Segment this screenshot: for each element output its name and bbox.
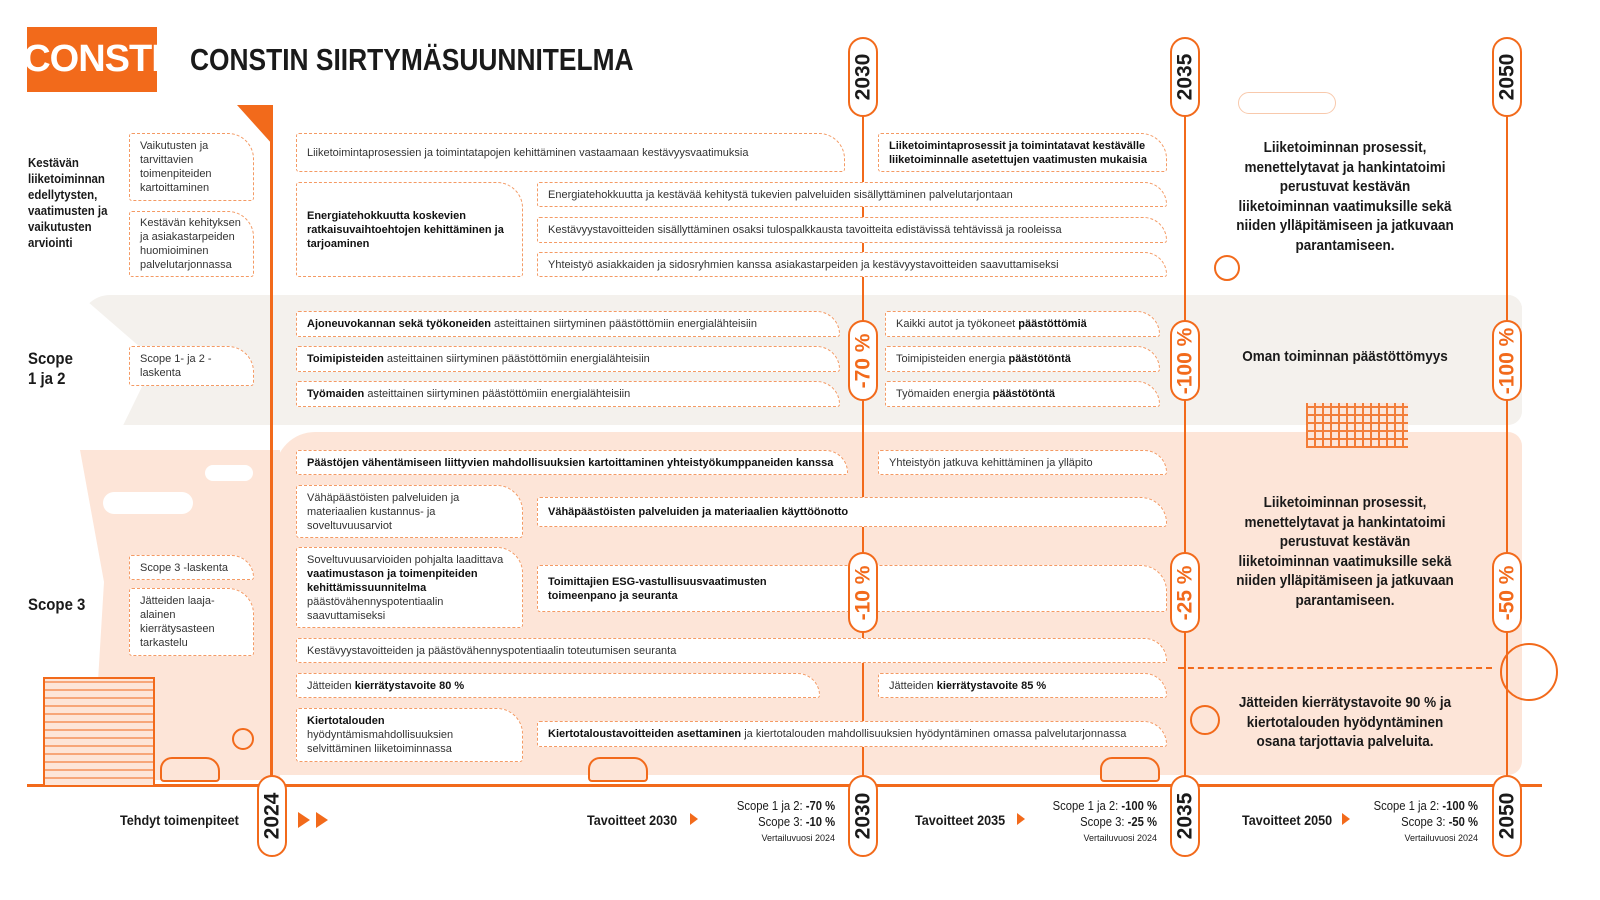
action-text <box>307 146 748 160</box>
action-text-segment: Toimittajien ESG-vastullisuusvaatimusten toimeenpano ja seuranta <box>548 575 767 602</box>
reduction-value: -100 % <box>1173 327 1197 394</box>
action-text-segment: Kestävyystavoitteiden ja päästövähennyspotentiaalin toteutumisen seuranta <box>307 644 677 657</box>
target-values <box>1053 798 1157 830</box>
action-text-segment: Jätteiden <box>889 679 937 692</box>
action-box <box>878 450 1167 475</box>
row-label-scope12: Scope 1 ja 2 <box>28 349 73 388</box>
action-text-segment: päästötöntä <box>1008 353 1071 365</box>
action-text <box>548 188 1013 202</box>
action-text-segment: päästövähennyspotentiaalin saavuttamiseksi <box>307 595 444 622</box>
target-values <box>737 798 835 830</box>
action-text <box>307 644 676 658</box>
year-pill-top-2030 <box>848 37 878 117</box>
timeline-baseline <box>27 784 1542 787</box>
action-text-segment: Vähäpäästöisten palveluiden ja materiaalien käyttöönotto <box>548 506 849 518</box>
action-text <box>548 505 848 519</box>
action-text-segment: asteittainen siirtyminen päästöttömiin energialähteisiin <box>383 353 650 365</box>
logo-text: CONSTI <box>23 38 161 80</box>
action-box <box>296 133 845 172</box>
year-label: 2030 <box>851 53 874 101</box>
action-text-segment: Jätteiden <box>307 679 355 692</box>
action-text-segment: Energiatehokkuutta koskevien ratkaisuvaihtoehtojen kehittäminen ja tarjoaminen <box>307 209 504 250</box>
action-box <box>296 381 840 407</box>
action-text <box>889 139 1156 167</box>
buildings-icon <box>43 677 155 785</box>
car-icon <box>588 757 648 782</box>
action-text <box>548 727 1126 741</box>
scope3-value: -50 % <box>1448 815 1478 829</box>
electric-car-icon <box>1100 757 1160 782</box>
reduction-value: -70 % <box>851 333 875 388</box>
year-label: 2030 <box>851 792 874 840</box>
left-action-box <box>129 588 254 656</box>
reduction-pill-2035-scope3 <box>1170 552 1200 633</box>
action-text <box>307 317 757 331</box>
scope12-value: -100 % <box>1442 799 1478 813</box>
reduction-value: -10 % <box>851 565 875 620</box>
action-text-segment: Liiketoimintaprosessit ja toimintatavat kestävälle liiketoiminnalle asetettujen vaatimusten mukaisia <box>889 139 1147 166</box>
scope12-label: Scope 1 ja 2: <box>1373 799 1443 813</box>
action-box <box>296 346 840 372</box>
reduction-pill-2030-scope12 <box>848 320 878 401</box>
action-text-segment: Energiatehokkuutta ja kestävää kehitystä tukevien palveluiden sisällyttäminen palvelutarjontaan <box>548 188 1013 201</box>
year-label: 2035 <box>1173 792 1196 840</box>
action-box <box>296 311 840 337</box>
action-text-segment: Työmaiden <box>307 388 365 400</box>
timeline-2024 <box>270 140 273 785</box>
goal-text-scope3: Liiketoiminnan prosessit, menettelytavat ja hankintatoimi perustuvat kestävän liiketoiminnan vaatimuksille sekä niiden ylläpitämiseen ja jatkuvaan parantamiseen. <box>1236 494 1454 609</box>
action-box <box>878 673 1167 698</box>
baseline-year: Vertailuvuosi 2024 <box>761 833 835 843</box>
action-text <box>307 456 833 470</box>
arrow-icon <box>298 812 310 828</box>
action-text <box>548 223 1062 237</box>
left-action-text: Scope 1- ja 2 -laskenta <box>140 353 212 379</box>
action-text-segment: vaatimustason ja toimenpiteiden kehittämissuunnitelma <box>307 567 478 594</box>
left-action-text: Vaikutusten ja tarvittavien toimenpiteiden kartoittaminen <box>140 140 212 194</box>
left-action-text: Kestävän kehityksen ja asiakastarpeiden huomioiminen palvelutarjonnassa <box>140 217 241 271</box>
action-text <box>896 317 1087 331</box>
arrow-icon <box>1342 813 1350 825</box>
action-text-segment: Soveltuvuusarvioiden pohjalta laadittava <box>307 553 504 566</box>
timeline-2035 <box>1184 115 1186 785</box>
action-text-segment: päästötöntä <box>992 388 1055 400</box>
divider <box>1178 667 1492 669</box>
action-text-segment: kierrätystavoite 85 % <box>936 679 1047 692</box>
year-label: 2050 <box>1495 792 1518 840</box>
scope3-value: -10 % <box>805 815 835 829</box>
reduction-pill-2030-scope3 <box>848 552 878 633</box>
arrow-icon <box>1017 813 1025 825</box>
action-box <box>878 133 1167 172</box>
left-action-box <box>129 133 254 201</box>
year-pill-bottom-2030 <box>848 775 878 857</box>
cloud-icon <box>205 465 253 481</box>
scope3-label: Scope 3: <box>758 815 806 829</box>
action-text <box>548 258 1059 272</box>
action-text <box>896 352 1071 366</box>
action-box <box>885 311 1160 337</box>
action-box <box>296 450 848 475</box>
reduction-value: -25 % <box>1173 565 1197 620</box>
action-box <box>296 638 1167 663</box>
solar-panel-icon <box>1306 403 1408 448</box>
action-box <box>296 182 523 277</box>
action-box <box>537 721 1167 747</box>
action-text-segment: Yhteistyön jatkuva kehittäminen ja ylläpito <box>889 456 1093 469</box>
action-box <box>296 708 523 762</box>
cloud-icon <box>103 492 193 514</box>
action-text-segment: asteittainen siirtyminen päästöttömiin energialähteisiin <box>491 318 757 330</box>
action-text-segment: ja kiertotalouden mahdollisuuksien hyödyntäminen omassa palvelutarjonnassa <box>741 728 1127 740</box>
reduction-pill-2035-scope12 <box>1170 320 1200 401</box>
goal-text-circular: Jätteiden kierrätystavoite 90 % ja kiertotalouden hyödyntäminen osana tarjottavia palveluita. <box>1238 694 1452 750</box>
scope12-label: Scope 1 ja 2: <box>1052 799 1122 813</box>
targets-label: Tavoitteet 2050 <box>1242 812 1333 828</box>
action-text <box>307 553 512 623</box>
action-text <box>889 679 1046 693</box>
baseline-year: Vertailuvuosi 2024 <box>1404 833 1478 843</box>
year-label: 2050 <box>1495 53 1518 101</box>
action-text <box>307 352 650 366</box>
row-label-assessment: Kestävän liiketoiminnan edellytysten, vaatimusten ja vaikutusten arviointi <box>28 155 108 250</box>
reduction-pill-2050-scope3 <box>1492 552 1522 633</box>
action-text <box>548 575 838 603</box>
action-box <box>296 673 820 698</box>
reduction-value: -100 % <box>1495 327 1519 394</box>
action-text-segment: Kiertotaloustavoitteiden asettaminen <box>548 728 742 740</box>
consti-logo <box>23 27 161 92</box>
left-action-text: Scope 3 -laskenta <box>140 561 229 574</box>
action-text-segment: Työmaiden energia <box>896 388 993 400</box>
sun-icon <box>1214 255 1240 281</box>
action-text <box>307 714 512 756</box>
year-pill-bottom-2024 <box>257 775 287 857</box>
targets-label: Tavoitteet 2035 <box>915 812 1006 828</box>
action-text <box>896 387 1055 401</box>
tree-icon <box>1500 643 1558 701</box>
year-label: 2035 <box>1173 53 1196 101</box>
goal-text-assessment: Liiketoiminnan prosessit, menettelytavat ja hankintatoimi perustuvat kestävän liiketoiminnan vaatimuksille sekä niiden ylläpitämiseen ja jatkuvaan parantamiseen. <box>1236 139 1454 254</box>
targets-label: Tavoitteet 2030 <box>587 812 678 828</box>
baseline-year: Vertailuvuosi 2024 <box>1083 833 1157 843</box>
tree-icon <box>1190 705 1220 735</box>
scope3-label: Scope 3: <box>1401 815 1449 829</box>
scope12-value: -70 % <box>805 799 835 813</box>
year-pill-top-2050 <box>1492 37 1522 117</box>
action-text <box>307 491 512 533</box>
page-title: CONSTIN SIIRTYMÄSUUNNITELMA <box>190 42 634 77</box>
reduction-pill-2050-scope12 <box>1492 320 1522 401</box>
action-text-segment: Liiketoimintaprosessien ja toimintatapojen kehittäminen vastaamaan kestävyysvaatimuksia <box>307 146 749 159</box>
left-action-box <box>129 555 254 580</box>
action-text <box>307 387 630 401</box>
tree-icon <box>232 728 254 750</box>
action-text <box>307 209 512 251</box>
target-values <box>1374 798 1478 830</box>
action-text-segment: asteittainen siirtyminen päästöttömiin energialähteisiin <box>364 388 631 400</box>
action-text <box>889 456 1093 470</box>
action-text-segment: päästöttömiä <box>1018 318 1087 330</box>
year-pill-bottom-2050 <box>1492 775 1522 857</box>
cloud-icon <box>1238 92 1336 114</box>
arrow-icon <box>316 812 328 828</box>
goal-text-scope12: Oman toiminnan päästöttömyys <box>1242 348 1448 365</box>
action-text-segment: Yhteistyö asiakkaiden ja sidosryhmien kanssa asiakastarpeiden ja kestävyystavoitteiden saavuttamiseksi <box>548 258 1059 271</box>
action-text <box>307 679 464 693</box>
action-box <box>885 381 1160 407</box>
year-pill-bottom-2035 <box>1170 775 1200 857</box>
scope12-label: Scope 1 ja 2: <box>736 799 806 813</box>
left-action-text: Jätteiden laaja-alainen kierrätysasteen tarkastelu <box>140 595 215 649</box>
action-text-segment: kierrätystavoite 80 % <box>354 679 465 692</box>
reduction-value: -50 % <box>1495 565 1519 620</box>
action-text-segment: Päästöjen vähentämiseen liittyvien mahdollisuuksien kartoittaminen yhteistyökumppaneiden kanssa <box>307 456 834 469</box>
year-pill-top-2035 <box>1170 37 1200 117</box>
timeline-2030 <box>862 115 864 785</box>
scope3-value: -25 % <box>1127 815 1157 829</box>
action-box <box>296 485 523 538</box>
arrow-icon <box>690 813 698 825</box>
action-box <box>537 252 1167 277</box>
action-text-segment: Ajoneuvokannan sekä työkoneiden <box>307 318 491 330</box>
action-text-segment: Kestävyystavoitteiden sisällyttäminen osaksi tulospalkkausta tavoitteita edistävissä tehtävissä ja rooleissa <box>548 224 1062 236</box>
action-text-segment: Toimipisteiden energia <box>896 353 1009 365</box>
action-text-segment: Toimipisteiden <box>307 353 384 365</box>
done-actions-label: Tehdyt toimenpiteet <box>120 812 239 828</box>
action-text-segment: Kiertotalouden <box>307 715 385 727</box>
action-box <box>537 497 1167 527</box>
left-action-box <box>129 211 254 277</box>
scope12-value: -100 % <box>1121 799 1157 813</box>
action-text-segment: Vähäpäästöisten palveluiden ja materiaalien kustannus- ja soveltuvuusarviot <box>307 491 460 532</box>
year-label: 2024 <box>260 792 283 840</box>
action-box <box>537 217 1167 243</box>
action-text-segment: Kaikki autot ja työkoneet <box>896 318 1019 330</box>
action-box <box>537 182 1167 207</box>
action-box <box>296 547 523 628</box>
left-action-box <box>129 346 254 386</box>
action-text-segment: hyödyntämismahdollisuuksien selvittäminen liiketoiminnassa <box>307 729 454 755</box>
car-icon <box>160 757 220 782</box>
action-box <box>885 346 1160 372</box>
row-label-scope3: Scope 3 <box>28 595 86 614</box>
scope3-label: Scope 3: <box>1080 815 1128 829</box>
